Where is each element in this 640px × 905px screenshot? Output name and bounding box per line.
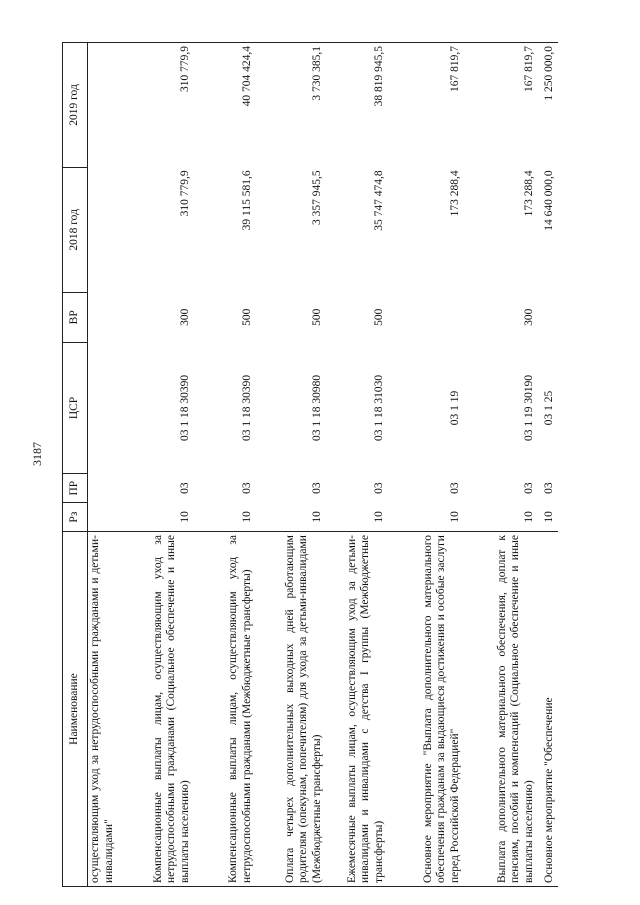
col-header-csr: ЦСР [63, 342, 88, 473]
row-2018: 14 640 000,0 [542, 170, 555, 231]
budget-table [62, 42, 558, 887]
row-2019: 310 779,9 [124, 43, 194, 168]
row-rz [88, 503, 124, 532]
table-row [194, 43, 256, 887]
col-header-vr: ВР [63, 292, 88, 342]
row-csr: 03 1 18 31030 [372, 374, 385, 442]
row-name: Компенсационные выплаты лицам, осуществляющим уход за нетрудоспособными гражданами (Социальное обеспечение и иные выплаты населению) [124, 532, 194, 887]
row-vr [88, 292, 124, 342]
row-csr: 03 1 18 30390 [240, 374, 253, 442]
row-2018: 173 288,4 [448, 170, 461, 217]
row-csr: 03 1 19 [448, 390, 461, 426]
row-2018 [88, 167, 124, 292]
row-vr: 500 [310, 308, 323, 326]
row-2019: 1 250 000,0 [538, 43, 558, 168]
row-2018: 173 288,4 [522, 170, 535, 217]
row-name: Основное мероприятие "Выплата дополнительного материального обеспечения гражданам за выдающиеся достижения и особые заслуги перед Российской Федерацией" [388, 532, 464, 887]
row-2019: 3 730 385,1 [256, 43, 326, 168]
row-csr: 03 1 18 30980 [310, 374, 323, 442]
col-header-pr: ПР [63, 474, 88, 503]
row-rz: 10 [178, 511, 191, 523]
row-2019: 38 819 945,5 [326, 43, 388, 168]
row-rz: 10 [240, 511, 253, 523]
row-pr: 03 [542, 482, 555, 494]
row-pr: 03 [522, 482, 535, 494]
row-2018: 35 747 474,8 [372, 170, 385, 231]
row-csr [88, 342, 124, 473]
row-2019 [88, 43, 124, 168]
row-vr [388, 292, 464, 342]
row-rz: 10 [372, 511, 385, 523]
row-rz: 10 [542, 511, 555, 523]
row-vr [538, 292, 558, 342]
col-header-name: Наименование [63, 532, 88, 887]
table-row [88, 43, 124, 887]
row-name: осуществляющим уход за нетрудоспособными гражданами и детьми-инвалидами" [88, 532, 124, 887]
table-row [388, 43, 464, 887]
row-vr: 500 [240, 308, 253, 326]
table-row [256, 43, 326, 887]
row-vr: 500 [372, 308, 385, 326]
table-row [326, 43, 388, 887]
row-csr: 03 1 19 30190 [522, 374, 535, 442]
row-2018: 310 779,9 [178, 170, 191, 217]
row-name: Ежемесячные выплаты лицам, осуществляющим уход за детьми-инвалидами и инвалидами с детства I группы (Межбюджетные трансферты) [326, 532, 388, 887]
row-rz: 10 [522, 511, 535, 523]
row-pr [88, 474, 124, 503]
row-2018: 39 115 581,6 [240, 170, 253, 231]
row-rz: 10 [310, 511, 323, 523]
table-header-row [63, 43, 88, 887]
row-name: Оплата четырех дополнительных выходных дней работающим родителям (опекунам, попечителям) для ухода за детьми-инвалидами (Межбюджетные трансферты) [256, 532, 326, 887]
row-pr: 03 [240, 482, 253, 494]
rotated-table-sheet [62, 42, 602, 887]
row-2019: 167 819,7 [388, 43, 464, 168]
col-header-2018: 2018 год [63, 167, 88, 292]
row-2019: 40 704 424,4 [194, 43, 256, 168]
row-pr: 03 [372, 482, 385, 494]
row-2019: 167 819,7 [464, 43, 538, 168]
col-header-2019: 2019 год [63, 43, 88, 168]
row-2018: 3 357 945,5 [310, 170, 323, 226]
row-csr: 03 1 18 30390 [178, 374, 191, 442]
row-pr: 03 [310, 482, 323, 494]
row-vr: 300 [522, 308, 535, 326]
table-row [124, 43, 194, 887]
row-name: Компенсационные выплаты лицам, осуществляющим уход за нетрудоспособными гражданами (Межбюджетные трансферты) [194, 532, 256, 887]
row-pr: 03 [448, 482, 461, 494]
table-row [538, 43, 558, 887]
row-name: Основное мероприятие "Обеспечение [538, 532, 558, 887]
row-name: Выплата дополнительного материального обеспечения, доплат к пенсиям, пособий и компенсаций (Социальное обеспечение и иные выплаты населению) [464, 532, 538, 887]
col-header-rz: Рз [63, 503, 88, 532]
row-rz: 10 [448, 511, 461, 523]
row-vr: 300 [178, 308, 191, 326]
row-pr: 03 [178, 482, 191, 494]
row-csr: 03 1 25 [542, 390, 555, 426]
table-row [464, 43, 538, 887]
page-number: 3187 [30, 442, 44, 466]
